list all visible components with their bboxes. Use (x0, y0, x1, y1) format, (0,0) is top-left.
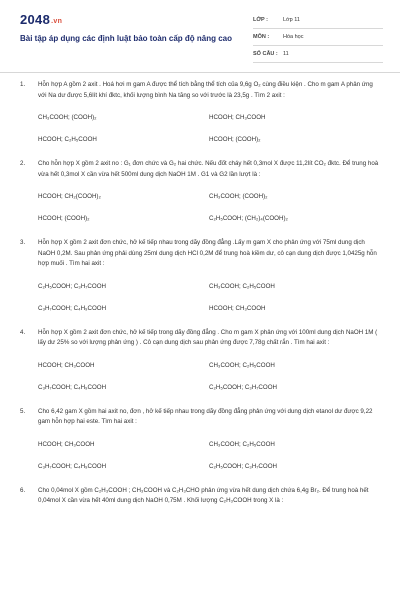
answer-option[interactable]: HCOOH; CH₂(COOH)₂ (38, 193, 101, 200)
question-text: Hỗn hợp X gồm 2 axit đơn chức, hở kế tiếp nhau trong dãy đồng đẳng .Lấy m gam X cho phản ứng với 75ml dung dịch NaOH 0,2M. Sau phản ứng phải dùng 25ml dung dịch HCl 0,2M để trung hoà kiềm dư, cô cạn dung dịch được 1,0425g hỗn hợp muối . Tìm hai axit : (38, 239, 377, 267)
question-text: Cho 0,04mol X gồm C₂H₃COOH ; CH₃COOH và C₂H₃CHO phản ứng vừa hết dung dịch chứa 6,4g Br₂. Để trung hoà hết 0,04mol X cần vừa hết 40ml dung dịch NaOH 0,75M . Khối lượng C₂H₃COOH trong X là : (38, 486, 369, 504)
answer-option[interactable]: C₂H₅COOH; (CH₂)₄(COOH)₂ (209, 215, 288, 222)
meta-value: 11 (283, 51, 289, 57)
logo-text: 2048 (20, 12, 51, 27)
answer-options (38, 113, 380, 145)
answer-option[interactable]: HCOOH; CH₃COOH (209, 114, 266, 121)
question-item (20, 159, 380, 224)
answer-option[interactable]: C₃H₇COOH; C₄H₉COOH (38, 462, 107, 470)
answer-option[interactable]: CH₃COOH; C₂H₅COOH (209, 361, 275, 369)
question-item (20, 486, 380, 507)
question-item (20, 328, 380, 393)
question-text: Hỗn hợp A gồm 2 axit . Hoá hơi m gam A được thể tích bằng thể tích của 9,6g O₂ cùng điều kiện . Cho m gam A phản ứng với Na dư được 5,6lít khí đktc, khối lượng bình Na tăng so với trước là 23,5g . Tìm 2 axit : (38, 81, 373, 99)
answer-option[interactable]: C₃H₇COOH; C₄H₉COOH (38, 304, 107, 312)
question-row (20, 407, 380, 428)
answer-option[interactable]: HCOOH; CH₃COOH (209, 304, 266, 312)
meta-row-class (253, 12, 383, 29)
meta-table (253, 12, 383, 63)
answer-options (38, 282, 380, 314)
answer-option[interactable]: C₃H₇COOH; C₄H₉COOH (38, 383, 107, 391)
question-row (20, 80, 380, 101)
answer-options (38, 192, 380, 224)
answer-option[interactable]: HCOOH; (COOH)₂ (209, 136, 261, 143)
answer-option[interactable]: C₂H₅COOH; C₃H₇COOH (209, 462, 277, 470)
answer-options (38, 440, 380, 472)
answer-option[interactable]: HCOOH; (COOH)₂ (38, 215, 90, 222)
question-text: Cho 6,42 gam X gồm hai axit no, đơn , hở kế tiếp nhau trong dãy đồng đẳng phản ứng với dung dịch etanol dư được 9,22 gam hỗn hợp hai este. Tìm hai axit : (38, 407, 373, 425)
question-text: Hỗn hợp X gồm 2 axit đơn chức, hở kế tiếp trong dãy đồng đẳng . Cho m gam X phản ứng với 100ml dung dịch NaOH 1M ( lấy dư 25% so với lượng phản ứng ) . Cô cạn dung dịch sau phản ứng được 7,78g chất rắn . Tìm hai axit : (38, 328, 378, 346)
answer-option[interactable]: CH₃COOH; C₂H₅COOH (209, 282, 275, 290)
meta-label: LỚP : (253, 17, 268, 23)
answer-option[interactable]: HCOOH; CH₃COOH (38, 361, 95, 369)
site-logo[interactable] (20, 12, 62, 27)
answer-option[interactable]: C₂H₅COOH; C₃H₇COOH (209, 383, 277, 391)
answer-option[interactable]: CH₃COOH; (COOH)₂ (38, 114, 97, 121)
logo-suffix: .vn (51, 18, 63, 25)
meta-label: SỐ CÂU : (253, 51, 278, 57)
answer-option[interactable]: C₂H₅COOH; C₃H₇COOH (38, 282, 106, 290)
question-number: 6. (20, 486, 26, 494)
question-row (20, 159, 380, 180)
document-header (0, 0, 400, 73)
question-number: 1. (20, 81, 26, 88)
question-number: 2. (20, 160, 26, 167)
question-list (20, 80, 380, 507)
question-item (20, 238, 380, 314)
meta-label: MÔN : (253, 34, 270, 40)
question-item (20, 80, 380, 145)
document-title: Bài tập áp dụng các định luật bảo toàn cấp độ nâng cao (20, 34, 233, 43)
question-row (20, 238, 380, 270)
answer-option[interactable]: HCOOH; CH₃COOH (38, 440, 95, 448)
answer-option[interactable]: HCOOH; C₂H₅COOH (38, 136, 97, 143)
question-number: 4. (20, 328, 26, 336)
question-row (20, 328, 380, 349)
question-row (20, 486, 380, 507)
question-text: Cho hỗn hợp X gồm 2 axit no : G₁ đơn chức và G₂ hai chức. Nếu đốt cháy hết 0,3mol X được 11,2lít CO₂ đktc. Để trung hoà vừa hết 0,3mol X cần vừa hết 500ml dung dịch NaOH 1M . G1 và G2 lần lượt là : (38, 160, 379, 178)
meta-value: Lớp 11 (283, 17, 300, 23)
question-number: 5. (20, 407, 26, 415)
answer-option[interactable]: CH₃COOH; C₂H₅COOH (209, 440, 275, 448)
answer-option[interactable]: CH₃COOH; (COOH)₂ (209, 193, 268, 200)
meta-row-count (253, 46, 383, 63)
meta-row-subject (253, 29, 383, 46)
question-item (20, 407, 380, 472)
question-number: 3. (20, 239, 26, 246)
answer-options (38, 361, 380, 393)
meta-value: Hóa học (283, 34, 304, 40)
